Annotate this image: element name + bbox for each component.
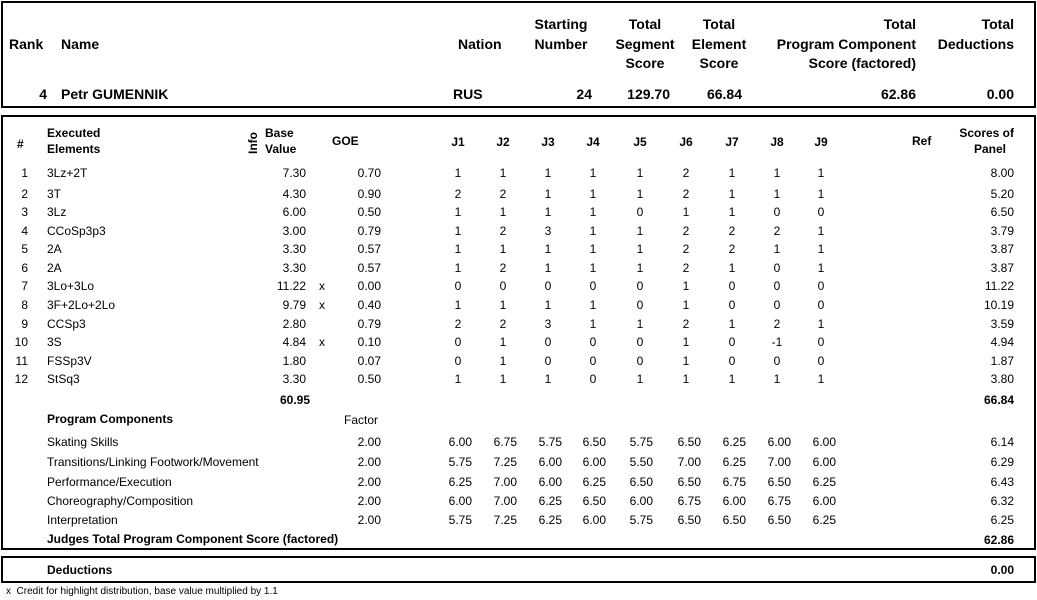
element-goe: 0.07 (357, 354, 381, 368)
element-info-flag: x (319, 335, 325, 349)
skater-rank: 4 (39, 86, 47, 102)
element-judge-mark: 1 (499, 298, 507, 312)
element-panel-score: 3.79 (990, 224, 1014, 238)
element-judge-mark: 0 (728, 298, 736, 312)
element-base-value: 3.30 (282, 261, 306, 275)
element-judge-mark: 0 (773, 354, 781, 368)
col-scores-header-1: Scores of (959, 126, 1014, 140)
element-judge-mark: -1 (771, 335, 783, 349)
judge-header-j3: J3 (541, 135, 555, 149)
component-judge-mark: 5.50 (629, 455, 653, 469)
element-judge-mark: 1 (499, 205, 507, 219)
factor-header: Factor (344, 413, 379, 427)
element-row-num: 5 (21, 242, 28, 256)
element-judge-mark: 0 (773, 279, 781, 293)
element-row-num: 8 (21, 298, 28, 312)
element-judge-mark: 0 (589, 372, 597, 386)
element-judge-mark: 1 (589, 224, 597, 238)
element-code: CCoSp3p3 (47, 224, 106, 238)
element-info-flag: x (319, 298, 325, 312)
element-judge-mark: 1 (454, 372, 462, 386)
element-goe: 0.00 (357, 279, 381, 293)
component-judge-mark: 7.25 (493, 513, 517, 527)
component-judge-mark: 6.00 (448, 494, 472, 508)
header-tss-1: Total (628, 16, 662, 32)
col-num-header: # (17, 137, 24, 151)
element-panel-score: 6.50 (990, 205, 1014, 219)
element-judge-mark: 1 (636, 224, 644, 238)
element-judge-mark: 1 (682, 298, 690, 312)
element-judge-mark: 1 (454, 224, 462, 238)
element-judge-mark: 0 (544, 279, 552, 293)
element-judge-mark: 0 (728, 354, 736, 368)
component-judge-mark: 6.25 (812, 513, 836, 527)
element-code: FSSp3V (47, 354, 92, 368)
element-row-num: 11 (15, 354, 28, 368)
element-panel-score: 11.22 (984, 279, 1014, 293)
element-judge-mark: 1 (636, 372, 644, 386)
deductions-box (1, 556, 1036, 583)
col-base-header-2: Value (265, 142, 297, 156)
component-factor: 2.00 (357, 455, 381, 469)
element-row-num: 3 (21, 205, 28, 219)
element-judge-mark: 1 (817, 242, 825, 256)
element-code: CCSp3 (47, 317, 86, 331)
element-code: 3S (47, 335, 62, 349)
element-judge-mark: 1 (728, 317, 736, 331)
element-judge-mark: 1 (589, 261, 597, 275)
element-judge-mark: 1 (773, 166, 781, 180)
element-panel-score: 10.19 (983, 298, 1014, 312)
element-judge-mark: 1 (817, 166, 825, 180)
component-judge-mark: 5.75 (448, 513, 472, 527)
element-code: 3Lz+2T (47, 166, 88, 180)
component-judge-mark: 6.50 (767, 475, 791, 489)
element-base-value: 9.79 (282, 298, 306, 312)
element-base-value: 3.00 (282, 224, 306, 238)
element-judge-mark: 1 (544, 242, 552, 256)
header-pcs-1: Total (883, 16, 916, 32)
component-judge-mark: 6.75 (493, 435, 517, 449)
element-judge-mark: 1 (682, 335, 690, 349)
element-row-num: 1 (21, 166, 28, 180)
component-factor: 2.00 (357, 435, 381, 449)
element-panel-score: 3.87 (990, 242, 1014, 256)
component-judge-mark: 6.25 (538, 513, 562, 527)
element-judge-mark: 2 (454, 317, 462, 331)
element-code: 2A (47, 242, 62, 256)
component-judge-mark: 6.00 (722, 494, 746, 508)
judge-header-j5: J5 (633, 135, 647, 149)
element-judge-mark: 2 (682, 187, 690, 201)
program-components-title: Program Components (47, 412, 174, 426)
component-judge-mark: 6.00 (538, 455, 562, 469)
col-executed-header-1: Executed (47, 126, 101, 140)
element-judge-mark: 1 (454, 298, 462, 312)
element-row-num: 6 (21, 261, 28, 275)
element-judge-mark: 0 (773, 298, 781, 312)
element-judge-mark: 1 (728, 166, 736, 180)
element-judge-mark: 0 (817, 335, 825, 349)
element-base-value: 3.30 (282, 242, 306, 256)
element-judge-mark: 0 (499, 279, 507, 293)
element-row-num: 10 (14, 335, 28, 349)
component-name: Performance/Execution (47, 475, 172, 489)
element-judge-mark: 1 (544, 261, 552, 275)
element-judge-mark: 1 (499, 166, 507, 180)
skater-tes: 66.84 (706, 86, 742, 102)
element-judge-mark: 1 (544, 372, 552, 386)
component-panel-score: 6.32 (990, 494, 1014, 508)
component-judge-mark: 7.00 (677, 455, 701, 469)
element-judge-mark: 1 (817, 372, 825, 386)
element-judge-mark: 0 (773, 261, 781, 275)
element-base-value: 2.80 (282, 317, 306, 331)
header-name: Name (61, 36, 100, 52)
element-judge-mark: 1 (589, 187, 597, 201)
element-panel-score: 1.87 (990, 354, 1014, 368)
element-goe: 0.57 (357, 261, 381, 275)
element-judge-mark: 1 (544, 205, 552, 219)
element-judge-mark: 1 (454, 205, 462, 219)
element-judge-mark: 1 (636, 317, 644, 331)
header-tes-3: Score (699, 55, 739, 71)
base-value-total: 60.95 (279, 393, 310, 407)
col-scores-header-2: Panel (973, 142, 1006, 156)
element-goe: 0.10 (357, 335, 381, 349)
element-judge-mark: 2 (682, 224, 690, 238)
element-judge-mark: 0 (817, 354, 825, 368)
element-judge-mark: 0 (454, 335, 462, 349)
component-judge-mark: 6.00 (538, 475, 562, 489)
element-judge-mark: 1 (589, 166, 597, 180)
header-tss-2: Segment (615, 36, 675, 52)
element-judge-mark: 1 (636, 166, 644, 180)
component-judge-mark: 6.75 (677, 494, 701, 508)
col-base-header-1: Base (265, 126, 294, 140)
element-row-num: 7 (21, 279, 28, 293)
element-goe: 0.40 (357, 298, 381, 312)
component-judge-mark: 6.25 (448, 475, 472, 489)
judge-header-j8: J8 (770, 135, 784, 149)
header-pcs-2: Program Component (776, 36, 916, 52)
component-judge-mark: 6.00 (767, 435, 791, 449)
elements-score-total: 66.84 (983, 393, 1014, 407)
element-row-num: 4 (21, 224, 28, 238)
element-judge-mark: 1 (636, 187, 644, 201)
footnote: x Credit for highlight distribution, base value multiplied by 1.1 (6, 586, 278, 597)
element-base-value: 4.30 (282, 187, 306, 201)
element-judge-mark: 1 (499, 335, 507, 349)
skater-pcs: 62.86 (880, 86, 916, 102)
element-code: 3F+2Lo+2Lo (47, 298, 116, 312)
element-judge-mark: 1 (728, 372, 736, 386)
element-code: 3Lz (47, 205, 67, 219)
element-judge-mark: 1 (817, 187, 825, 201)
header-tes-2: Element (691, 36, 747, 52)
element-judge-mark: 1 (817, 261, 825, 275)
deductions-label: Deductions (47, 563, 113, 577)
element-judge-mark: 0 (728, 279, 736, 293)
element-judge-mark: 1 (544, 298, 552, 312)
header-rank: Rank (9, 36, 44, 52)
element-panel-score: 4.94 (990, 335, 1014, 349)
header-deductions-1: Total (981, 16, 1014, 32)
component-name: Interpretation (47, 513, 118, 527)
element-judge-mark: 1 (682, 372, 690, 386)
component-judge-mark: 6.25 (538, 494, 562, 508)
component-judge-mark: 5.75 (629, 435, 653, 449)
component-judge-mark: 6.50 (767, 513, 791, 527)
element-goe: 0.50 (357, 205, 381, 219)
element-judge-mark: 0 (454, 354, 462, 368)
element-judge-mark: 1 (589, 298, 597, 312)
element-panel-score: 3.87 (990, 261, 1014, 275)
element-judge-mark: 0 (636, 298, 644, 312)
component-name: Transitions/Linking Footwork/Movement (47, 455, 259, 469)
component-judge-mark: 7.00 (493, 494, 517, 508)
element-judge-mark: 0 (817, 279, 825, 293)
element-row-num: 2 (21, 187, 28, 201)
component-judge-mark: 7.25 (493, 455, 517, 469)
element-judge-mark: 0 (454, 279, 462, 293)
element-judge-mark: 0 (728, 335, 736, 349)
element-judge-mark: 0 (636, 205, 644, 219)
component-judge-mark: 6.50 (582, 435, 606, 449)
component-factor: 2.00 (357, 513, 381, 527)
component-judge-mark: 6.75 (767, 494, 791, 508)
element-judge-mark: 1 (682, 279, 690, 293)
element-goe: 0.57 (357, 242, 381, 256)
skater-name: Petr GUMENNIK (61, 86, 169, 102)
element-judge-mark: 1 (817, 317, 825, 331)
element-info-flag: x (319, 279, 325, 293)
component-judge-mark: 6.00 (448, 435, 472, 449)
component-judge-mark: 5.75 (538, 435, 562, 449)
component-judge-mark: 5.75 (629, 513, 653, 527)
judge-header-j1: J1 (451, 135, 465, 149)
header-tes-1: Total (702, 16, 736, 32)
judge-header-j9: J9 (814, 135, 828, 149)
element-code: 3Lo+3Lo (47, 279, 95, 293)
skater-starting-number: 24 (576, 86, 592, 102)
element-row-num: 9 (21, 317, 28, 331)
skater-deductions: 0.00 (986, 86, 1014, 102)
judge-header-j6: J6 (679, 135, 693, 149)
element-judge-mark: 1 (499, 354, 507, 368)
element-judge-mark: 2 (682, 261, 690, 275)
col-goe-header: GOE (332, 134, 359, 148)
element-judge-mark: 1 (636, 242, 644, 256)
element-judge-mark: 1 (682, 354, 690, 368)
element-base-value: 3.30 (282, 372, 306, 386)
element-judge-mark: 1 (682, 205, 690, 219)
component-judge-mark: 6.50 (582, 494, 606, 508)
element-judge-mark: 0 (636, 279, 644, 293)
component-factor: 2.00 (357, 494, 381, 508)
element-judge-mark: 1 (499, 242, 507, 256)
element-judge-mark: 0 (589, 335, 597, 349)
element-judge-mark: 1 (499, 372, 507, 386)
component-judge-mark: 6.00 (812, 435, 836, 449)
component-name: Skating Skills (47, 435, 119, 449)
component-judge-mark: 5.75 (448, 455, 472, 469)
element-code: StSq3 (47, 372, 80, 386)
deductions-value: 0.00 (990, 563, 1014, 577)
element-judge-mark: 1 (454, 166, 462, 180)
header-starting-number-2: Number (534, 36, 588, 52)
element-judge-mark: 1 (454, 261, 462, 275)
element-judge-mark: 2 (682, 317, 690, 331)
component-judge-mark: 6.50 (677, 435, 701, 449)
element-judge-mark: 1 (636, 261, 644, 275)
element-goe: 0.50 (357, 372, 381, 386)
element-panel-score: 3.80 (990, 372, 1014, 386)
element-judge-mark: 0 (636, 354, 644, 368)
element-judge-mark: 2 (499, 261, 507, 275)
header-deductions-2: Deductions (937, 36, 1014, 52)
component-judge-mark: 6.00 (812, 494, 836, 508)
col-info-header: Info (246, 132, 260, 154)
element-judge-mark: 2 (728, 242, 736, 256)
element-judge-mark: 1 (773, 242, 781, 256)
element-goe: 0.79 (357, 317, 381, 331)
element-goe: 0.90 (357, 187, 381, 201)
element-judge-mark: 1 (817, 224, 825, 238)
element-judge-mark: 3 (544, 317, 552, 331)
col-executed-header-2: Elements (47, 142, 101, 156)
header-tss-3: Score (625, 55, 665, 71)
element-base-value: 1.80 (282, 354, 306, 368)
component-judge-mark: 6.25 (812, 475, 836, 489)
component-name: Choreography/Composition (47, 494, 194, 508)
component-judge-mark: 7.00 (493, 475, 517, 489)
element-judge-mark: 2 (499, 224, 507, 238)
component-judge-mark: 6.25 (722, 455, 746, 469)
element-judge-mark: 3 (544, 224, 552, 238)
element-goe: 0.79 (357, 224, 381, 238)
element-base-value: 6.00 (282, 205, 306, 219)
element-judge-mark: 1 (454, 242, 462, 256)
element-judge-mark: 1 (544, 166, 552, 180)
judge-header-j7: J7 (725, 135, 739, 149)
component-panel-score: 6.14 (990, 435, 1014, 449)
pcs-total-label: Judges Total Program Component Score (factored) (47, 532, 339, 546)
element-judge-mark: 0 (544, 335, 552, 349)
element-judge-mark: 1 (589, 205, 597, 219)
element-code: 2A (47, 261, 62, 275)
component-judge-mark: 6.00 (582, 455, 606, 469)
col-ref-header: Ref (912, 134, 932, 148)
component-judge-mark: 6.50 (629, 475, 653, 489)
element-panel-score: 3.59 (990, 317, 1014, 331)
element-judge-mark: 0 (636, 335, 644, 349)
component-judge-mark: 6.75 (722, 475, 746, 489)
component-panel-score: 6.25 (990, 513, 1014, 527)
element-base-value: 11.22 (276, 279, 306, 293)
element-judge-mark: 1 (589, 317, 597, 331)
element-base-value: 4.84 (282, 335, 306, 349)
header-nation: Nation (458, 36, 502, 52)
element-judge-mark: 2 (773, 317, 781, 331)
component-judge-mark: 6.50 (677, 475, 701, 489)
element-judge-mark: 2 (499, 317, 507, 331)
component-judge-mark: 6.25 (722, 435, 746, 449)
element-judge-mark: 1 (773, 187, 781, 201)
component-factor: 2.00 (357, 475, 381, 489)
header-starting-number-1: Starting (534, 16, 588, 32)
element-panel-score: 5.20 (990, 187, 1014, 201)
element-judge-mark: 2 (728, 224, 736, 238)
component-judge-mark: 6.50 (722, 513, 746, 527)
element-goe: 0.70 (357, 166, 381, 180)
component-judge-mark: 6.00 (582, 513, 606, 527)
header-pcs-3: Score (factored) (808, 55, 916, 71)
element-judge-mark: 1 (589, 242, 597, 256)
element-judge-mark: 0 (817, 205, 825, 219)
component-panel-score: 6.29 (990, 455, 1014, 469)
element-judge-mark: 0 (589, 279, 597, 293)
component-judge-mark: 6.00 (812, 455, 836, 469)
component-judge-mark: 6.25 (582, 475, 606, 489)
component-judge-mark: 6.50 (677, 513, 701, 527)
judge-header-j4: J4 (586, 135, 600, 149)
element-judge-mark: 1 (773, 372, 781, 386)
element-judge-mark: 1 (544, 187, 552, 201)
component-judge-mark: 7.00 (767, 455, 791, 469)
element-judge-mark: 2 (682, 242, 690, 256)
element-judge-mark: 2 (499, 187, 507, 201)
element-row-num: 12 (14, 372, 28, 386)
element-judge-mark: 1 (728, 261, 736, 275)
element-judge-mark: 0 (817, 298, 825, 312)
element-judge-mark: 1 (728, 205, 736, 219)
element-judge-mark: 1 (728, 187, 736, 201)
skater-nation: RUS (453, 86, 483, 102)
element-judge-mark: 0 (773, 205, 781, 219)
skater-tss: 129.70 (627, 86, 670, 102)
element-judge-mark: 0 (544, 354, 552, 368)
element-judge-mark: 2 (773, 224, 781, 238)
judge-header-j2: J2 (496, 135, 510, 149)
component-judge-mark: 6.00 (629, 494, 653, 508)
pcs-total-value: 62.86 (983, 533, 1014, 547)
element-panel-score: 8.00 (990, 166, 1014, 180)
element-judge-mark: 2 (682, 166, 690, 180)
component-panel-score: 6.43 (990, 475, 1014, 489)
element-base-value: 7.30 (282, 166, 306, 180)
element-code: 3T (47, 187, 62, 201)
element-judge-mark: 2 (454, 187, 462, 201)
element-judge-mark: 0 (589, 354, 597, 368)
